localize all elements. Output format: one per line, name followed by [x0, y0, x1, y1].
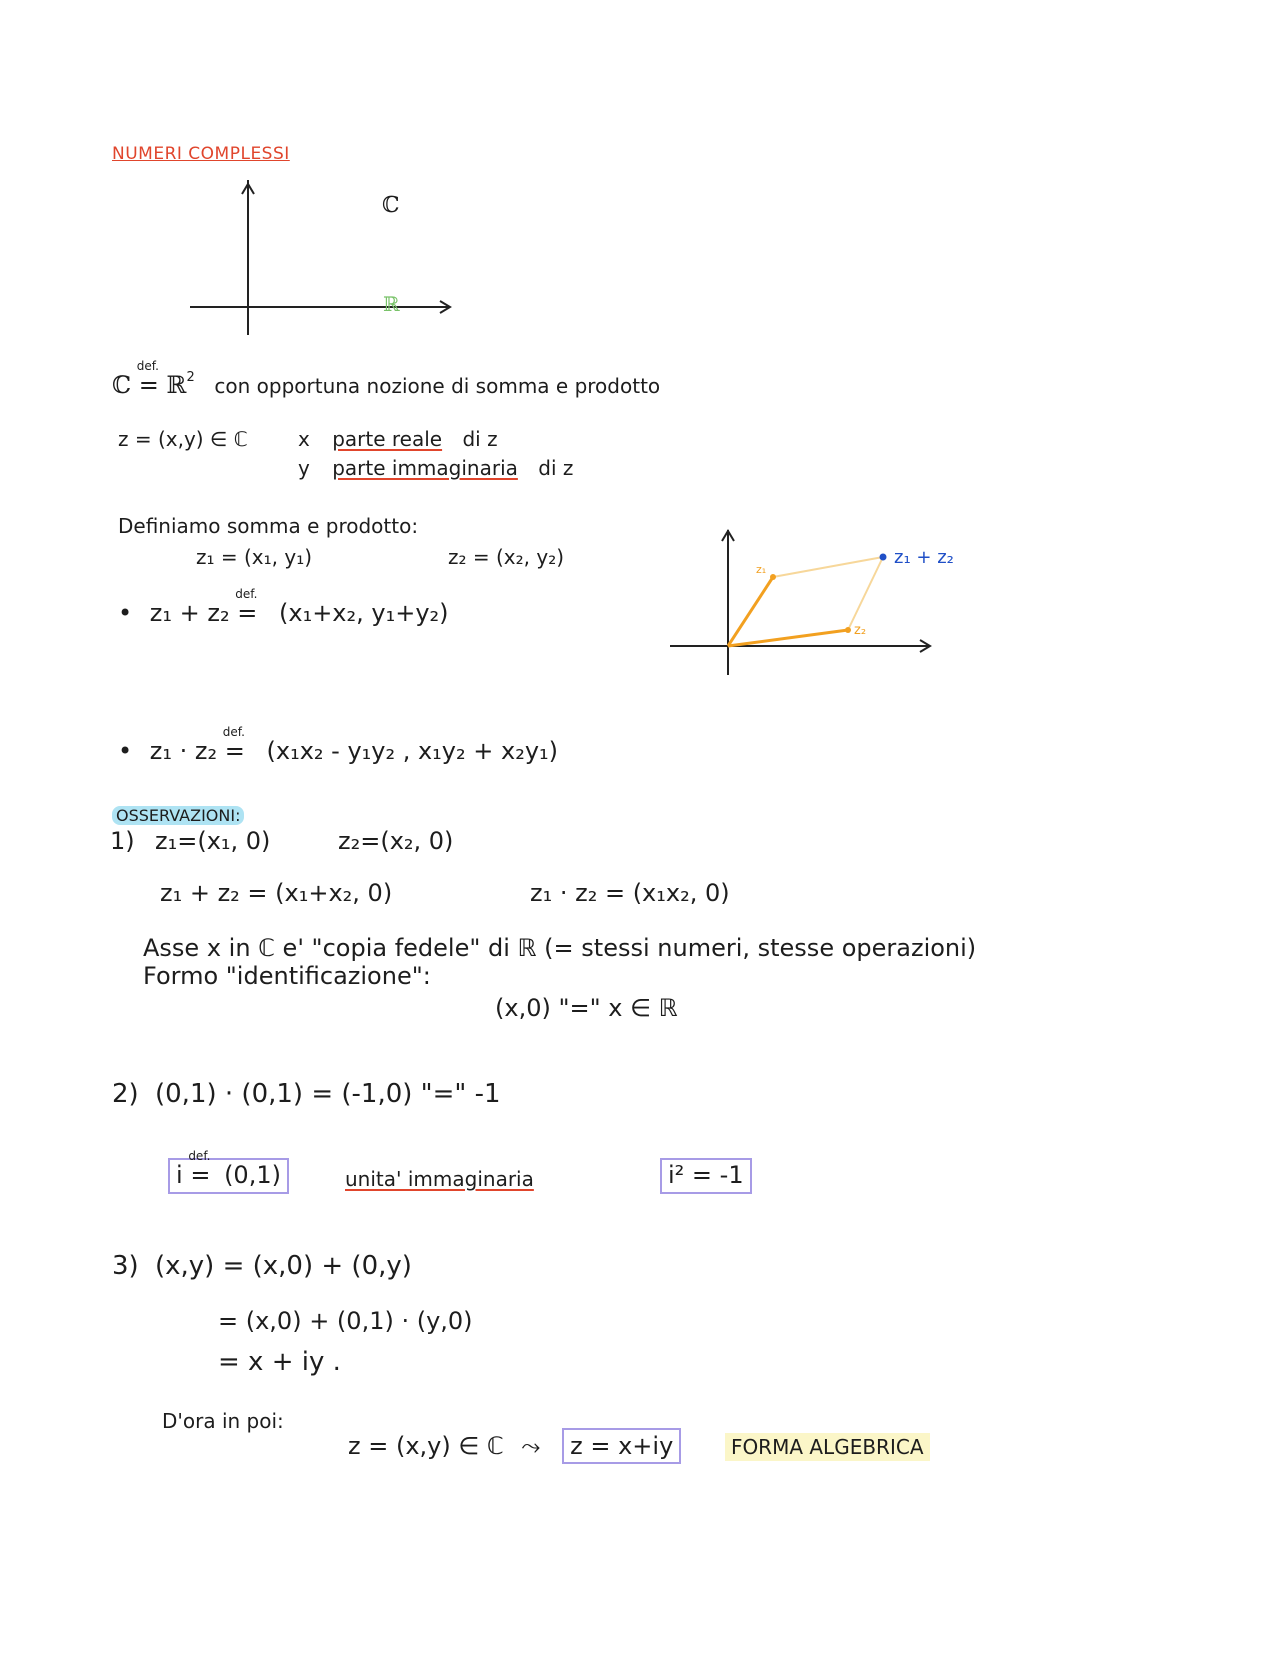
- final-lhs: z = (x,y) ∈ ℂ: [348, 1432, 504, 1460]
- obs3-number: 3): [112, 1251, 139, 1281]
- i-symbol: i: [176, 1161, 183, 1189]
- i-value: (0,1): [224, 1161, 281, 1189]
- obs1-z2: z₂=(x₂, 0): [338, 827, 454, 855]
- defeq-symbol: = def.: [188, 1149, 211, 1189]
- obs1-line2: Formo "identificazione":: [143, 962, 431, 990]
- observations-title: OSSERVAZIONI:: [112, 806, 244, 825]
- complex-plane-diagram: [180, 180, 480, 370]
- z1-vector: [728, 577, 773, 646]
- complex-set-symbol: ℂ: [382, 193, 400, 218]
- r-symbol: ℝ: [166, 371, 187, 399]
- exponent: 2: [186, 370, 195, 385]
- z1-components: z₁ = (x₁, y₁): [196, 545, 313, 569]
- parallelogram-edge: [848, 557, 883, 630]
- observations-heading: [112, 800, 244, 828]
- sum-label: z₁ + z₂: [894, 547, 954, 568]
- sum-lhs: z₁ + z₂: [149, 599, 230, 627]
- product-lhs: z₁ · z₂: [149, 737, 218, 765]
- product-rhs: (x₁x₂ - y₁y₂ , x₁y₂ + x₂y₁): [266, 737, 559, 765]
- sum-point: [880, 554, 887, 561]
- obs2-number: 2): [112, 1079, 139, 1109]
- obs1-line1: Asse x in ℂ e' "copia fedele" di ℝ (= stessi numeri, stesse operazioni): [143, 934, 977, 962]
- page-title: NUMERI COMPLESSI: [112, 144, 290, 164]
- obs3-line3: = x + iy .: [218, 1347, 341, 1377]
- imag-part-label: parte immaginaria: [332, 456, 518, 480]
- imaginary-unit-label: unita' immaginaria: [345, 1167, 534, 1191]
- real-part-label: parte reale: [332, 427, 443, 451]
- imag-part-line: [298, 457, 573, 480]
- obs1-number: 1): [110, 827, 135, 855]
- define-sum-product: Definiamo somma e prodotto:: [118, 514, 419, 538]
- sum-definition: [118, 587, 449, 628]
- obs1-identification: (x,0) "=" x ∈ ℝ: [495, 994, 678, 1022]
- obs1-product: z₁ · z₂ = (x₁x₂, 0): [530, 879, 730, 907]
- z-definition: z = (x,y) ∈ ℂ: [118, 427, 248, 451]
- bullet: •: [118, 737, 133, 765]
- i-squared-box: i² = -1: [660, 1158, 752, 1194]
- parallelogram-diagram: [668, 525, 968, 685]
- z1-point: [770, 574, 776, 580]
- obs1-z1: z₁=(x₁, 0): [155, 827, 271, 855]
- sum-rhs: (x₁+x₂, y₁+y₂): [279, 599, 449, 627]
- z2-components: z₂ = (x₂, y₂): [448, 545, 565, 569]
- z2-label: z₂: [854, 623, 867, 638]
- imag-part-suffix: di z: [538, 456, 574, 480]
- real-set-symbol: ℝ: [383, 292, 400, 316]
- final-form-line: [348, 1433, 930, 1461]
- defeq-symbol: = def.: [235, 587, 258, 627]
- c-definition: [112, 359, 661, 400]
- defeq-symbol: = def.: [222, 725, 245, 765]
- defeq-symbol: = def.: [136, 359, 159, 399]
- algebraic-form-box: z = x+iy: [562, 1428, 681, 1464]
- obs2-equation: (0,1) · (0,1) = (-1,0) "=" -1: [155, 1079, 501, 1109]
- real-part-line: [298, 428, 498, 451]
- from-now-on: D'ora in poi:: [162, 1409, 284, 1433]
- z2-vector: [728, 630, 848, 646]
- parallelogram-edge: [773, 557, 883, 577]
- obs3-line2: = (x,0) + (0,1) · (y,0): [218, 1307, 473, 1335]
- c-symbol: ℂ: [112, 371, 132, 399]
- obs1-sum: z₁ + z₂ = (x₁+x₂, 0): [160, 879, 393, 907]
- algebraic-form-label: FORMA ALGEBRICA: [725, 1433, 930, 1461]
- obs3-line1: (x,y) = (x,0) + (0,y): [155, 1251, 412, 1281]
- i-definition-box: [168, 1149, 289, 1194]
- z2-point: [845, 627, 851, 633]
- imag-part-var: y: [298, 456, 310, 480]
- c-definition-text: con opportuna nozione di somma e prodotto: [214, 374, 661, 398]
- leads-to-arrow: ⤳: [521, 1432, 541, 1460]
- z1-label: z₁: [756, 563, 767, 576]
- bullet: •: [118, 599, 133, 627]
- product-definition: [118, 725, 559, 766]
- real-part-suffix: di z: [462, 427, 498, 451]
- real-part-var: x: [298, 427, 310, 451]
